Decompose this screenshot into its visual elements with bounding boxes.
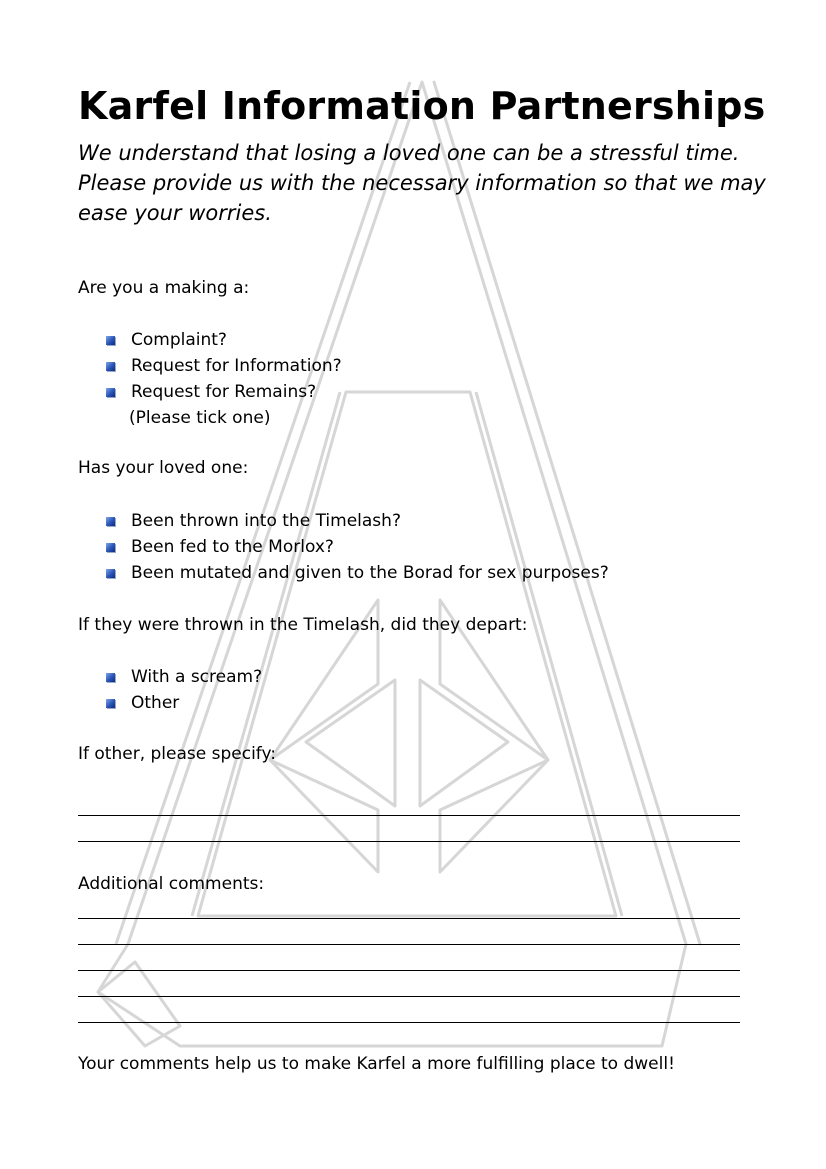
option-request-information[interactable]	[104, 356, 342, 376]
option-label: Complaint?	[131, 330, 227, 350]
option-label: Request for Remains?	[131, 382, 317, 402]
square-bullet-icon	[106, 673, 115, 682]
question-request-type: Are you a making a:	[78, 278, 250, 298]
option-borad[interactable]	[104, 563, 609, 583]
square-bullet-icon	[106, 699, 115, 708]
comments-line-3[interactable]	[78, 970, 740, 971]
square-bullet-icon	[106, 362, 115, 371]
option-complaint[interactable]	[104, 330, 227, 350]
comments-line-4[interactable]	[78, 996, 740, 997]
tick-one-note: (Please tick one)	[129, 408, 271, 428]
option-scream[interactable]	[104, 667, 262, 687]
option-morlox[interactable]	[104, 537, 334, 557]
comments-label: Additional comments:	[78, 874, 265, 894]
square-bullet-icon	[106, 388, 115, 397]
option-label: Been mutated and given to the Borad for sex purposes?	[131, 563, 609, 583]
question-departure: If they were thrown in the Timelash, did they depart:	[78, 615, 528, 635]
option-label: Been fed to the Morlox?	[131, 537, 334, 557]
comments-line-5[interactable]	[78, 1022, 740, 1023]
option-label: With a scream?	[131, 667, 263, 687]
question-loved-one: Has your loved one:	[78, 458, 249, 478]
option-other[interactable]	[104, 693, 179, 713]
option-label: Been thrown into the Timelash?	[131, 511, 401, 531]
square-bullet-icon	[106, 569, 115, 578]
option-label: Request for Information?	[131, 356, 342, 376]
option-request-remains[interactable]	[104, 382, 316, 402]
option-timelash[interactable]	[104, 511, 401, 531]
specify-label: If other, please specify:	[78, 744, 277, 764]
specify-line-2[interactable]	[78, 841, 740, 842]
option-label: Other	[131, 693, 180, 713]
intro-text: We understand that losing a loved one can be a stressful time. Please provide us with the necessary information so that we may ease your worries.	[78, 141, 766, 225]
comments-line-2[interactable]	[78, 944, 740, 945]
page-title: Karfel Information Partnerships	[78, 84, 766, 128]
specify-line-1[interactable]	[78, 815, 740, 816]
square-bullet-icon	[106, 543, 115, 552]
square-bullet-icon	[106, 517, 115, 526]
footer-text: Your comments help us to make Karfel a more fulfilling place to dwell!	[78, 1054, 675, 1074]
comments-line-1[interactable]	[78, 918, 740, 919]
square-bullet-icon	[106, 336, 115, 345]
